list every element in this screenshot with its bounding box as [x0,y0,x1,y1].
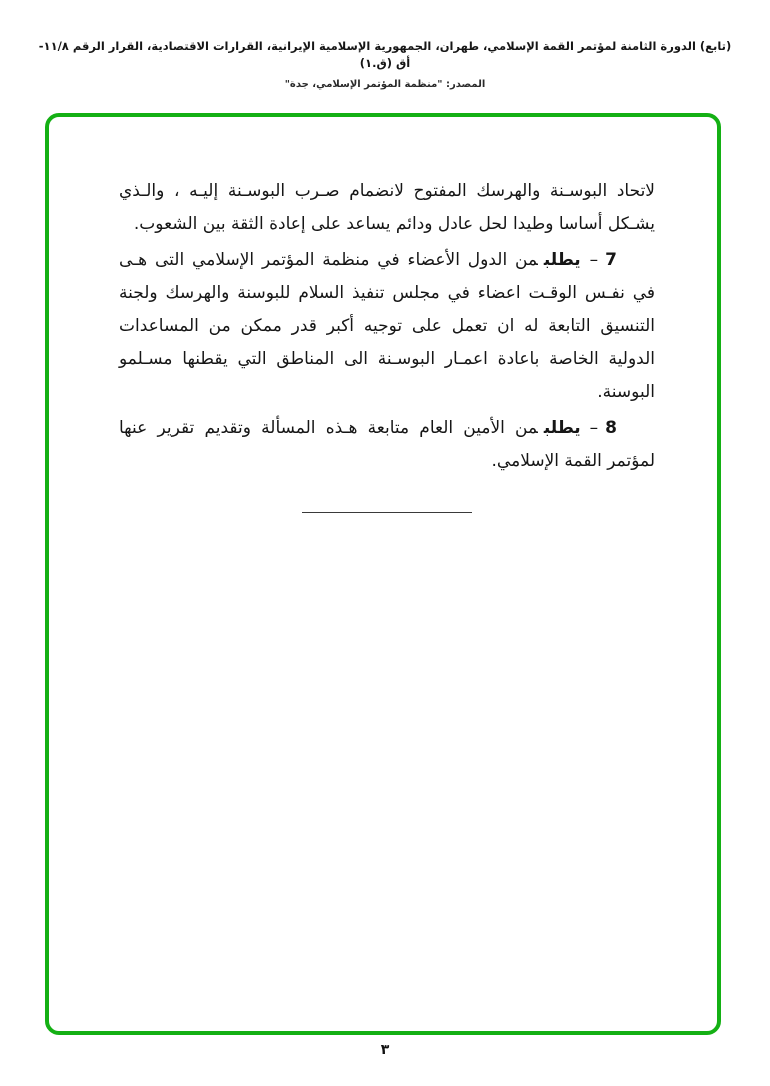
header-line-2: المصدر: "منظمة المؤتمر الإسلامي، جدة" [284,79,486,90]
item-dash: – [589,250,599,270]
intro-paragraph: لاتحاد البوسـنة والهرسك المفتوح لانضمام صـرب البوسـنة إليـه ، والـذي يشـكل أساسا وطيدا لحل عادل ودائم يساعد على إعادة الثقة بين الشعوب. [119,181,655,234]
page-number: ٣ [380,1042,390,1058]
item-keyword: يطلب [543,250,581,270]
item-keyword: يطلب [543,418,581,438]
item-number: 8 [605,418,617,438]
item-text: من الدول الأعضاء في منظمة المؤتمر الإسلامي التى هـى في نفـس الوقـت اعضاء في مجلس تنفيذ السلام للبوسنة والهرسك ولجنة التنسيق التابعة له ان تعمل على توجيه أكبر قدر ممكن من المساعدات الدولية الخاصة باعادة اعمـار البوسـنة الى المناطق التي يقطنها مسـلمو البوسنة. [119,250,655,402]
document-body [49,117,717,513]
item-dash: – [589,418,599,438]
green-border-frame [45,113,721,1035]
resolution-item-8 [119,412,655,478]
section-divider [302,512,472,513]
resolution-item-7 [119,244,655,409]
item-text: من الأمين العام متابعة هـذه المسألة وتقديم تقرير عنها لمؤتمر القمة الإسلامي. [119,418,655,471]
item-number: 7 [605,250,617,270]
header-line-1: (تابع) الدورة الثامنة لمؤتمر القمة الإسلامي، طهران، الجمهورية الإسلامية الإيرانية، القرارات الاقتصادية، القرار الرقم ١١/٨-أق (ق.١) [38,39,732,70]
page-header [0,38,770,90]
